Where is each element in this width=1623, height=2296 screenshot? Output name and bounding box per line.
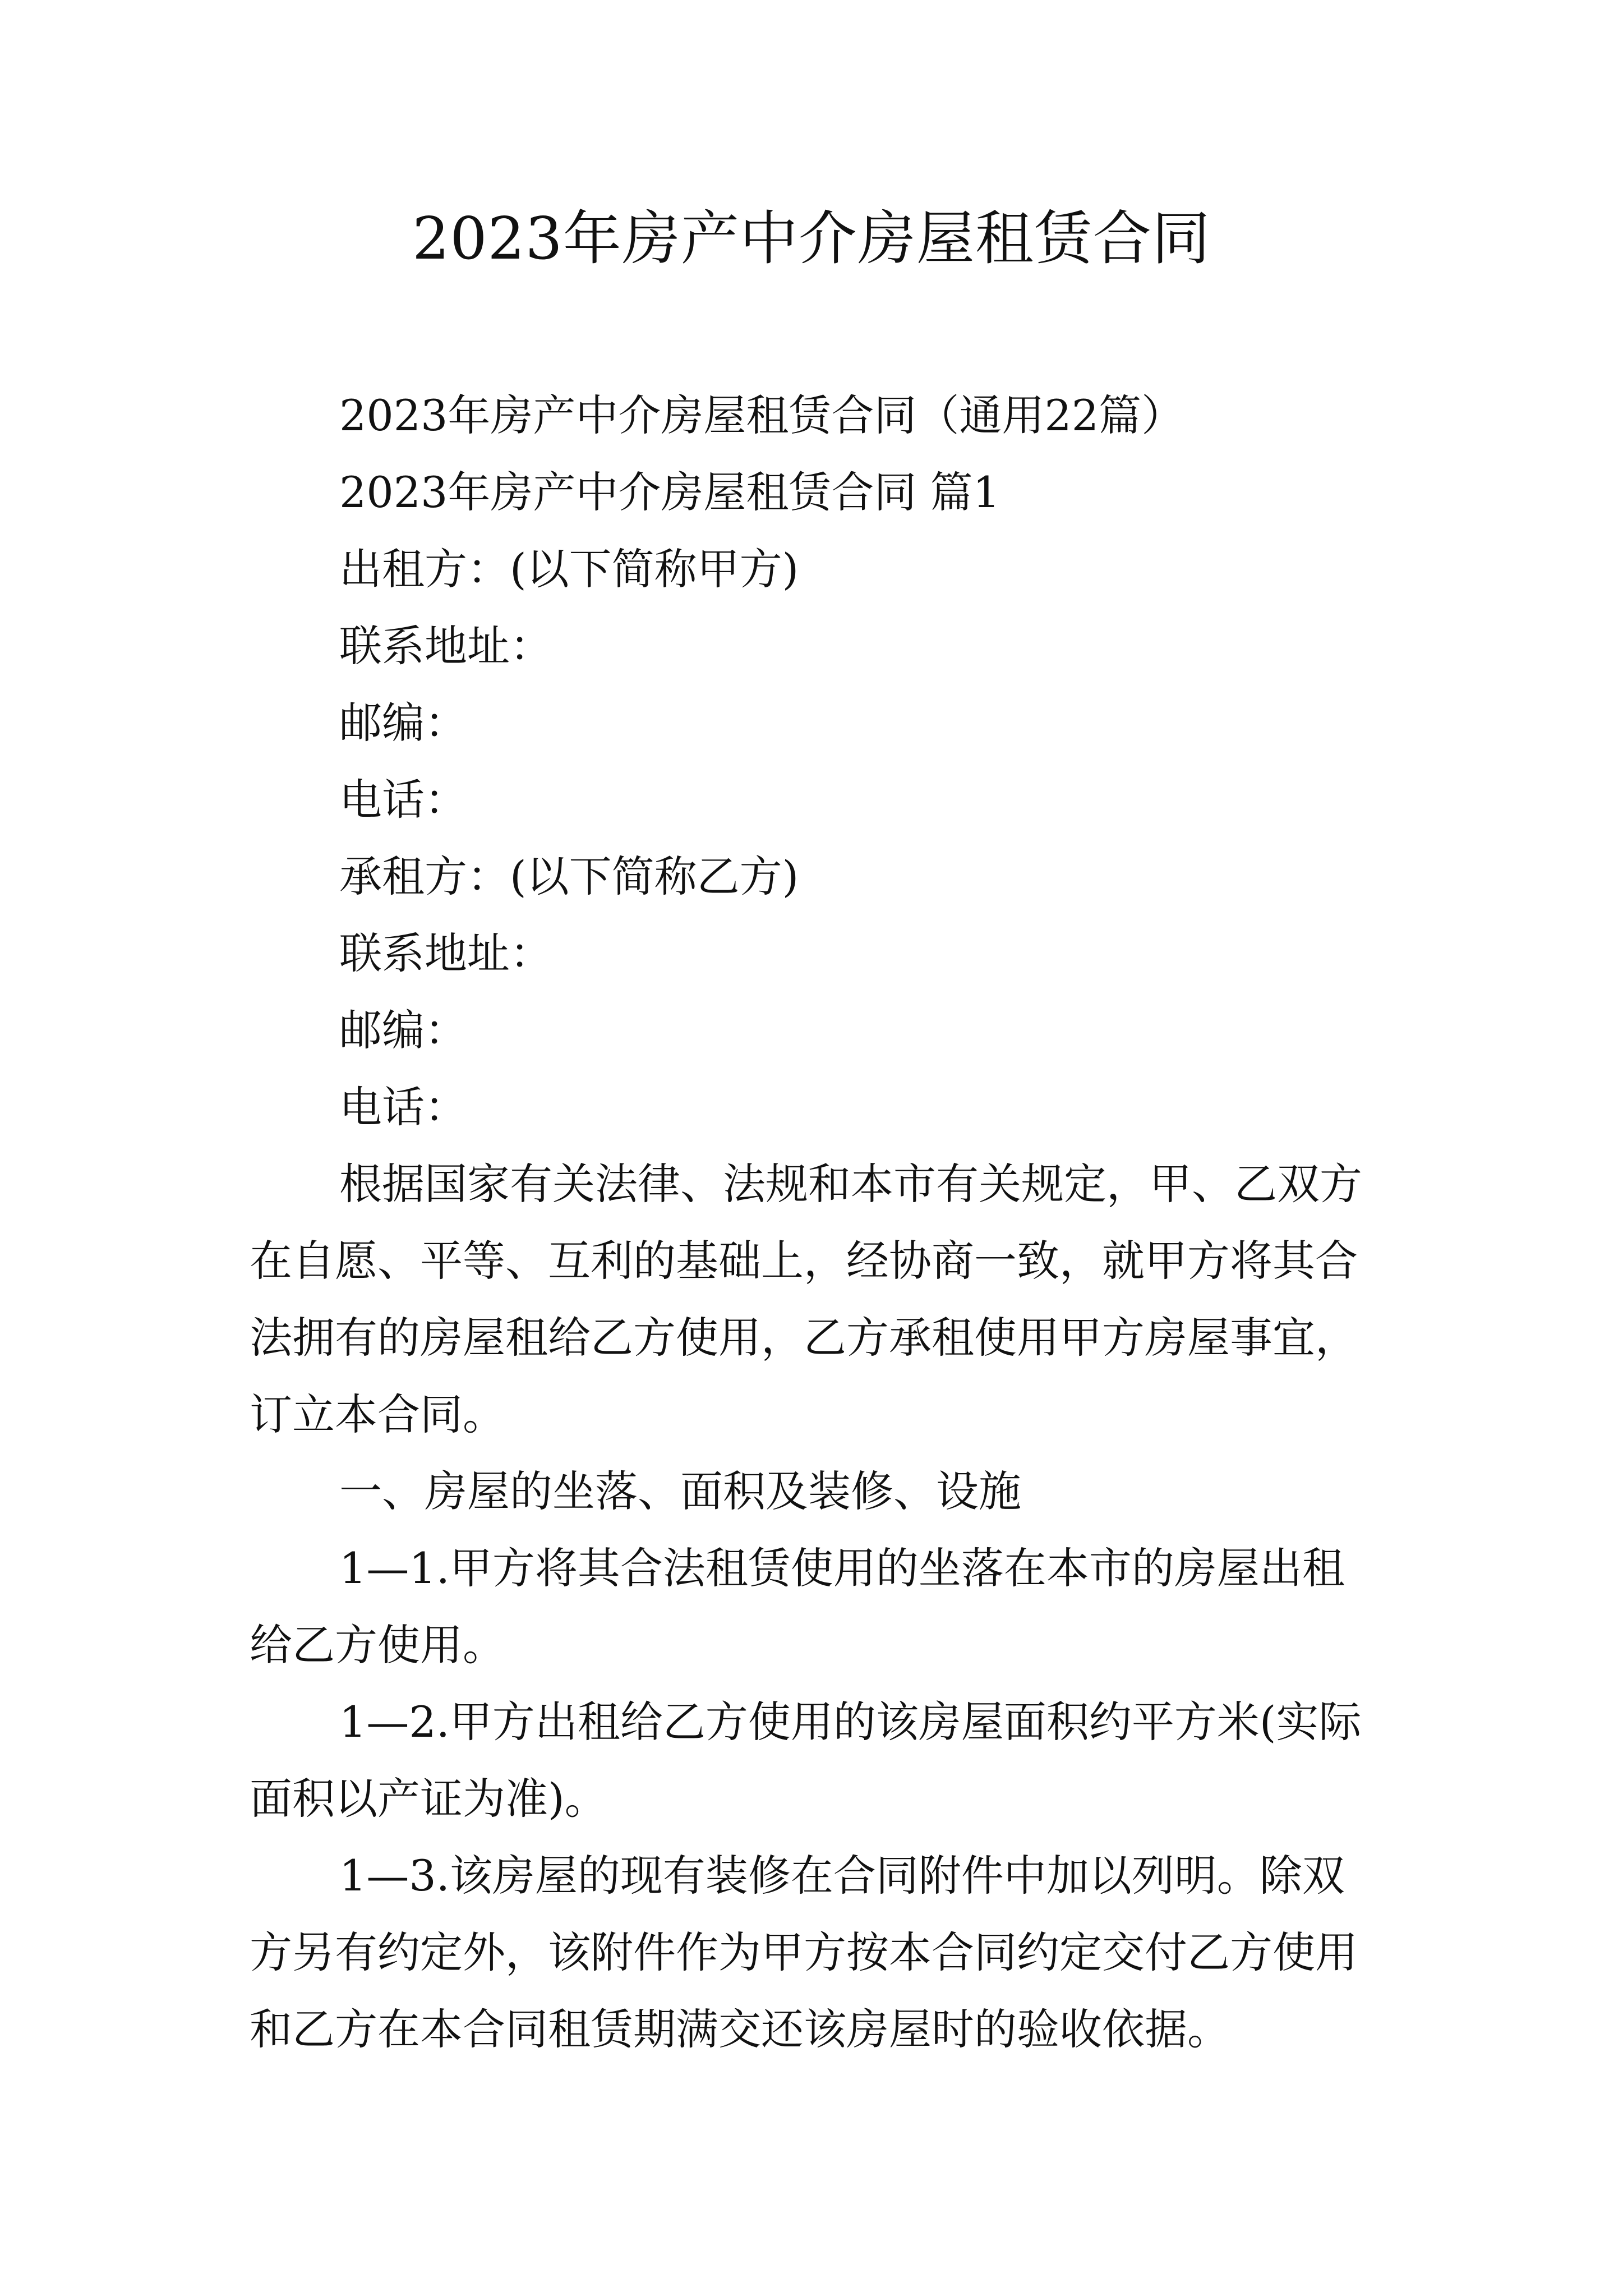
section-heading: 2023年房产中介房屋租赁合同 篇1 [339, 467, 1000, 517]
lessor-postcode-label: 邮编： [339, 698, 467, 748]
paragraph-line: 法拥有的房屋租给乙方使用，乙方承租使用甲方房屋事宜， [250, 1313, 1358, 1363]
document-body [250, 377, 1396, 2068]
paragraph-line: 根据国家有关法律、法规和本市有关规定，甲、乙双方 [339, 1159, 1362, 1209]
paragraph-line: 1—1.甲方将其合法租赁使用的坐落在本市的房屋出租 [339, 1543, 1345, 1593]
lessor-line: 出租方：(以下简称甲方) [339, 544, 799, 594]
paragraph-line: 给乙方使用。 [250, 1620, 505, 1670]
clause-1-3 [250, 1837, 1396, 2068]
lessee-postcode-label: 邮编： [339, 1005, 467, 1055]
paragraph-line: 1—2.甲方出租给乙方使用的该房屋面积约平方米(实际 [339, 1697, 1362, 1747]
preamble-paragraph [250, 1145, 1396, 1453]
lessor-address-label: 联系地址： [339, 621, 552, 671]
clause-1-2 [250, 1683, 1396, 1837]
paragraph-line: 和乙方在本合同租赁期满交还该房屋时的验收依据。 [250, 2004, 1230, 2054]
paragraph-line: 面积以产证为准)。 [250, 1774, 607, 1824]
article-1-heading: 一、房屋的坐落、面积及装修、设施 [339, 1466, 1021, 1516]
lessee-line: 承租方：(以下简称乙方) [339, 852, 799, 901]
lessee-address-label: 联系地址： [339, 928, 552, 978]
lessee-phone-label: 电话： [339, 1082, 467, 1132]
paragraph-line: 在自愿、平等、互利的基础上，经协商一致，就甲方将其合 [250, 1236, 1358, 1286]
document-subtitle: 2023年房产中介房屋租赁合同（通用22篇） [339, 390, 1184, 440]
clause-1-1 [250, 1530, 1396, 1683]
document-title: 2023年房产中介房屋租赁合同 [412, 204, 1211, 273]
paragraph-line: 订立本合同。 [250, 1389, 505, 1439]
paragraph-line: 1—3.该房屋的现有装修在合同附件中加以列明。除双 [339, 1851, 1345, 1901]
lessor-phone-label: 电话： [339, 775, 467, 825]
paragraph-line: 方另有约定外，该附件作为甲方按本合同约定交付乙方使用 [250, 1927, 1358, 1977]
